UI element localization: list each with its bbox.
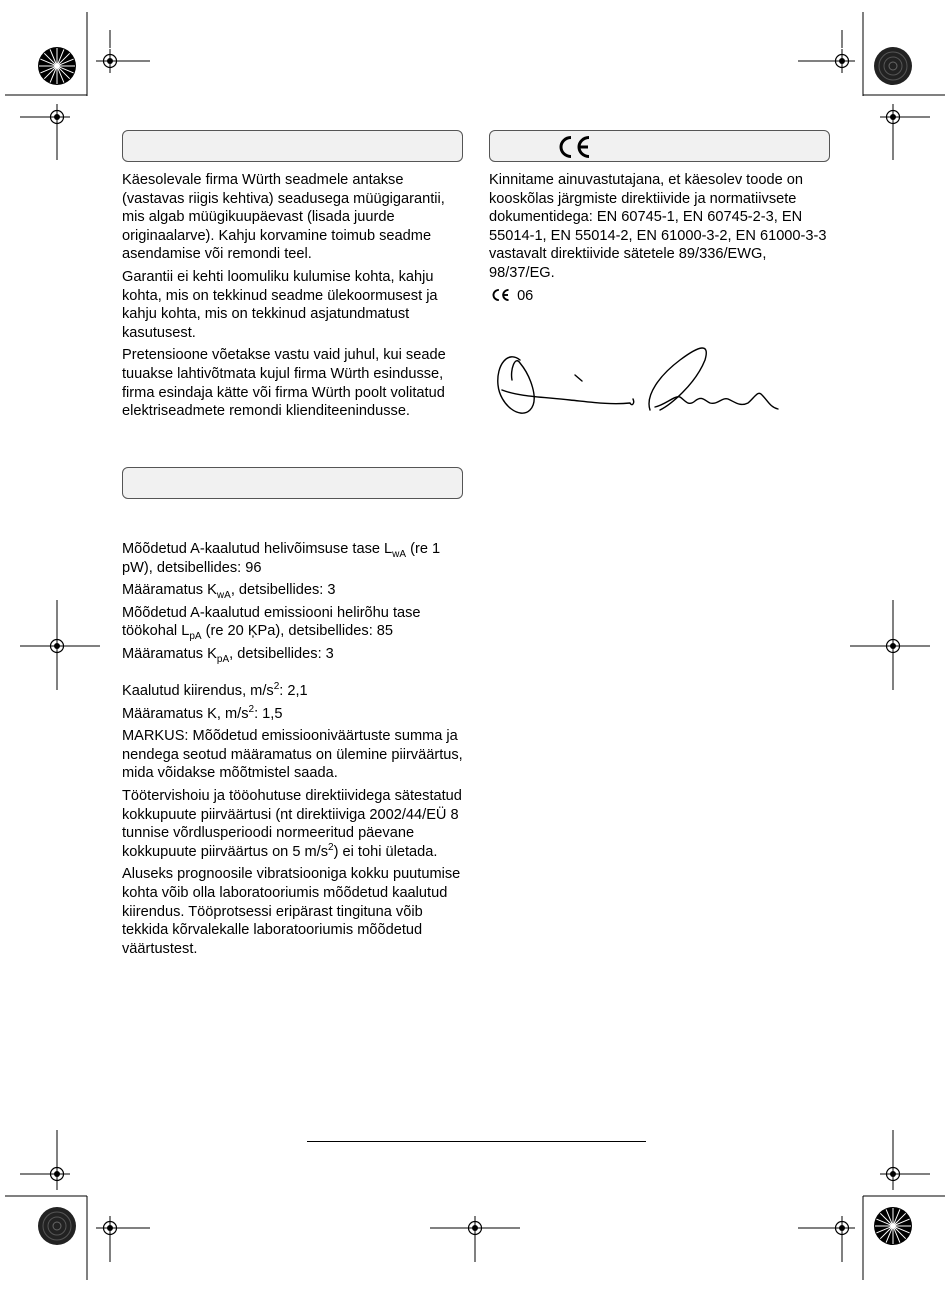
lwa-line: Mõõdetud A-kaalutud helivõimsuse tase $L_{wA}$ (re 1 pW), detsibellides: 96 bbox=[122, 541, 441, 576]
ce-year: 06 bbox=[517, 287, 534, 304]
warranty-paragraph: Käesolevale firma Würth seadmele antakse (vastavas riigis kehtiva) seadusega müügigarantii, mis algab müügikuupäevast (lisada juurde originaalarve). Kahju korvamine toimub seadme asendamise või remondi teel. bbox=[122, 172, 445, 263]
declaration-paragraph: Kinnitame ainuvastutajana, et käesolev toode on kooskõlas järgmiste direktiivide ja normatiivsete dokumentidega: EN 60745-1, EN 60745-2-3, EN 55014-1, EN 55014-2, EN 61000-3-2, EN 61000-3-3 vastavalt direktiivide sätetele 89/336/EWG, 98/37/EG. bbox=[489, 172, 827, 281]
warranty-paragraph: Pretensioone võetakse vastu vaid juhul, kui seade tuuakse lahtivõtmata kujul firma Würth esindusse, firma esindaja kätte või firma Würth poolt volitatud elektriseadmete remondi klienditeenindusse. bbox=[122, 347, 446, 420]
warranty-paragraph: Garantii ei kehti loomuliku kulumise kohta, kahju kohta, mis on tekkinud seadme ülekoormusest ja kahju kohta, mis on tekkinud asjatundmatust kasutusest. bbox=[122, 268, 438, 341]
forecast-paragraph: Aluseks prognoosile vibratsiooniga kokku puutumise kohta võib olla laboratooriumis mõõdetud kaalutud kiirendus. Tööprotsessi eripärast tingituna võib tekkida kõrvalekalle laboratooriumis mõõdetud väärtustest. bbox=[122, 866, 461, 957]
acceleration-line: Kaalutud kiirendus, $m/s^2$: 2,1 bbox=[122, 681, 308, 699]
uncertainty-line: Määramatus K, $m/s^2$: 1,5 bbox=[122, 703, 283, 722]
lpa-line: Mõõdetud A-kaalutud emissiooni helirõhu tase töökohal $L_{pA}$ (re 20 ĶPa), detsibellides: 85 bbox=[122, 604, 421, 643]
kpa-line: Määramatus $K_{pA}$, detsibellides: 3 bbox=[122, 645, 334, 665]
directive-paragraph: Töötervishoiu ja tööohutuse direktiividega sätestatud kokkupuute piirväärtusi (nt direktiiviga 2002/44/EÜ 8 tunnise võrdlusperioodi normeeritud päevane kokkupuute piirväärtus on 5 $m/s^2$) ei tohi ületada. bbox=[122, 787, 462, 860]
note-paragraph: MARKUS: Mõõdetud emissiooniväärtuste summa ja nendega seotud määramatus on ülemine piirväärtus, mida võidakse mõõtmistel saada. bbox=[122, 728, 463, 782]
kwa-line: Määramatus $K_{wA}$, detsibellides: 3 bbox=[122, 582, 336, 602]
